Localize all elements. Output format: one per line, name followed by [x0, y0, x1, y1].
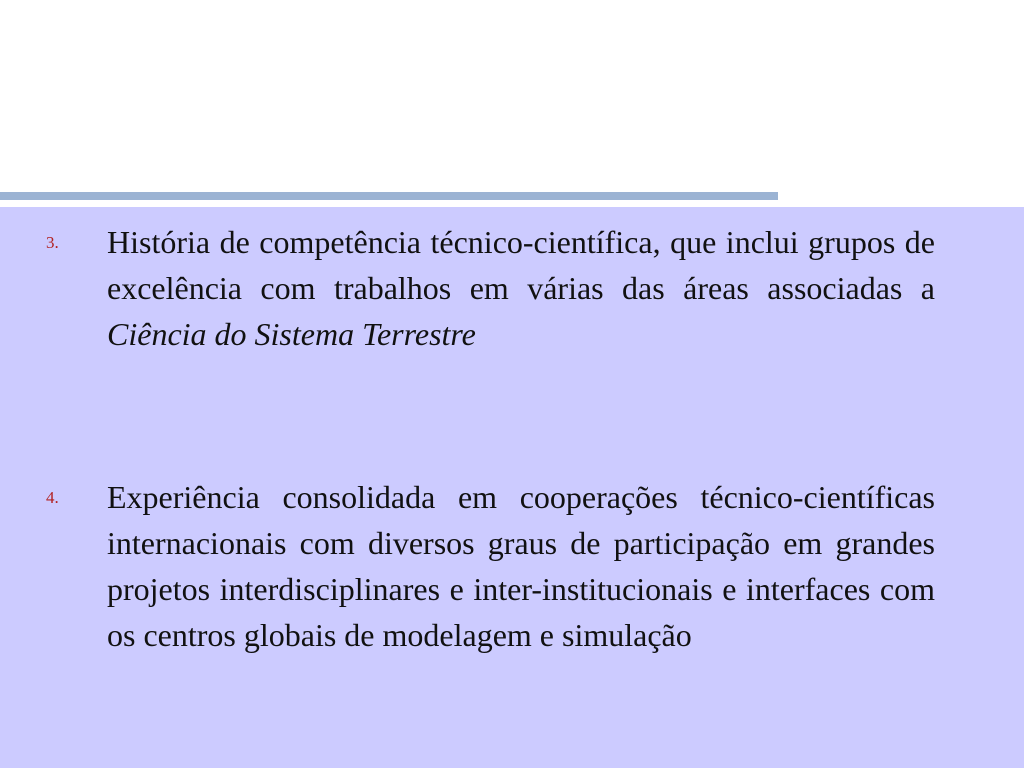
content-panel [0, 207, 1024, 768]
title-area [0, 0, 1024, 192]
list-item-text [107, 219, 935, 357]
list-item-text [107, 474, 935, 658]
list-item-number: 3. [46, 233, 59, 252]
divider-rule [0, 192, 778, 200]
list-item-text-italic: Ciência do Sistema Terrestre [107, 316, 476, 352]
list-item-number: 4. [46, 488, 59, 507]
list-item-text-plain: Experiência consolidada em cooperações técnico-científicas internacionais com diversos graus de participação em grandes projetos interdisciplinares e inter-institucionais e interfaces com os centros globais de modelagem e simulação [107, 479, 935, 653]
list-item-text-plain: História de competência técnico-científica, que inclui grupos de excelência com trabalhos em várias das áreas associadas a [107, 224, 935, 306]
